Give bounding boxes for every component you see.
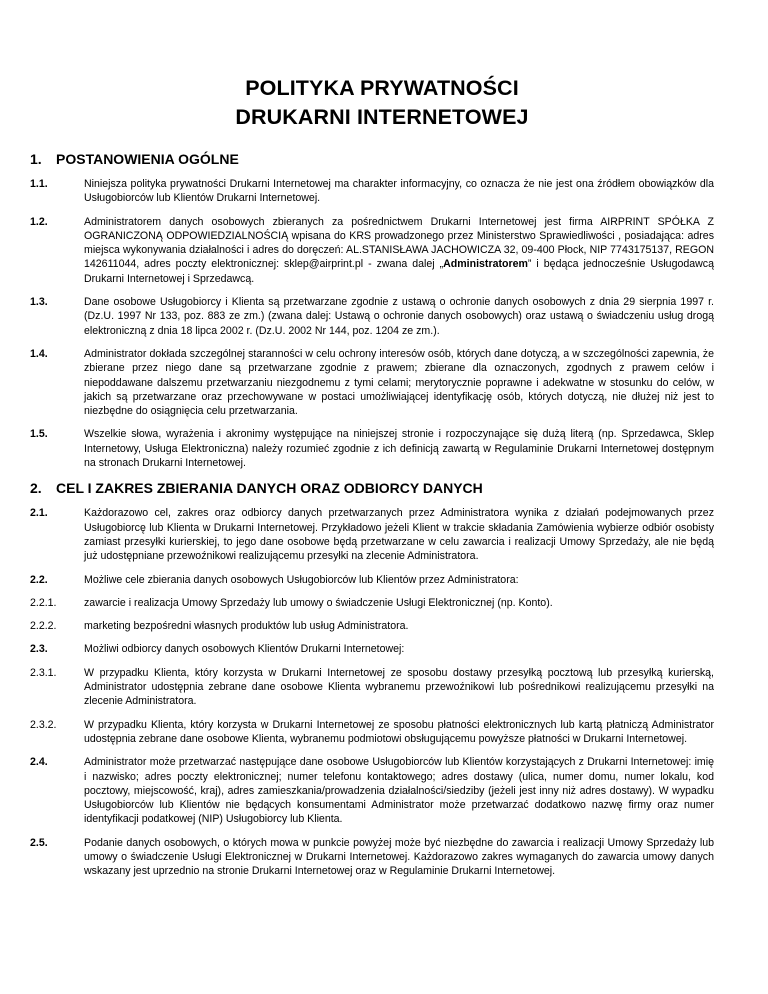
clause-text: Administrator dokłada szczególnej staranności w celu ochrony interesów osób, których dane dotyczą, a w szczególności zapewnia, że zbierane przez niego dane są przetwarzane zgodnie z prawem; zbierane dla oznaczonych, zgodnych z prawem celów i niepoddawane dalszemu przetwarzaniu niezgodnemu z tymi celami; merytorycznie poprawne i adekwatne w stosunku do celów, w jakich są przetwarzane oraz przechowywane w postaci umożliwiającej identyfikację osób, których dotyczą, nie dłużej niż jest to niezbędne do osiągnięcia celu przetwarzania. bbox=[84, 347, 714, 418]
clause-number: 2.5. bbox=[30, 836, 48, 849]
clause-2-2-2 bbox=[30, 619, 714, 633]
clause-number: 2.1. bbox=[30, 507, 48, 520]
clause-2-3 bbox=[30, 642, 714, 656]
title-line-2: DRUKARNI INTERNETOWEJ bbox=[235, 105, 529, 129]
section-title: POSTANOWIENIA OGÓLNE bbox=[56, 151, 239, 167]
section-number: 1. bbox=[30, 151, 42, 167]
clause-text: Wszelkie słowa, wyrażenia i akronimy występujące na niniejszej stronie i rozpoczynające się dużą literą (np. Sprzedawca, Sklep Internetowy, Usługa Elektroniczna) należy rozumieć zgodnie z ich definicją zawartą w Regulaminie Drukarni Internetowej dostępnym na stronach Drukarni Internetowej. bbox=[84, 428, 714, 470]
clause-1-5 bbox=[30, 427, 714, 470]
clause-1-4 bbox=[30, 347, 714, 418]
clause-number: 2.2. bbox=[30, 573, 48, 586]
clause-number: 1.1. bbox=[30, 178, 48, 190]
clause-2-3-1 bbox=[30, 666, 714, 709]
clause-1-3 bbox=[30, 295, 714, 338]
clause-number: 2.4. bbox=[30, 756, 48, 769]
administrator-term: Administratorem bbox=[443, 258, 528, 271]
clause-text: Niniejsza polityka prywatności Drukarni Internetowej ma charakter informacyjny, co oznacza że nie jest ona źródłem obowiązków dla Usługobiorców lub Klientów Drukarni Internetowej. bbox=[84, 178, 714, 205]
clause-1-1 bbox=[30, 177, 714, 206]
clause-2-5 bbox=[30, 836, 714, 879]
section-data-purpose bbox=[30, 479, 714, 878]
clause-text-part: ” i będąca jednocześnie Usługodawcą Drukarni Internetowej i Sprzedawcą. bbox=[84, 258, 714, 285]
section-general-provisions bbox=[30, 150, 714, 470]
clause-2-2-1 bbox=[30, 596, 714, 610]
clause-number: 2.3.2. bbox=[30, 718, 57, 731]
clause-number: 2.3.1. bbox=[30, 666, 57, 679]
clause-text: Możliwi odbiorcy danych osobowych Klientów Drukarni Internetowej: bbox=[84, 643, 405, 656]
clause-text: Administrator może przetwarzać następujące dane osobowe Usługobiorców lub Klientów korzystających z Drukarni Internetowej: imię i nazwisko; adres poczty elektronicznej; numer telefonu kontaktowego; adres dostawy (ulica, numer domu, numer lokalu, kod pocztowy, miejscowość, kraj), adres zamieszkania/prowadzenia działalności/siedziby (jeżeli jest inny niż adres dostawy). W wypadku Usługobiorców lub Klientów nie będących konsumentami Administrator może przetwarzać dodatkowo nazwę firmy oraz numer identyfikacji podatkowej (NIP) Usługobiorcy lub Klienta. bbox=[84, 756, 714, 826]
section-number: 2. bbox=[30, 480, 42, 497]
clause-number: 1.5. bbox=[30, 428, 48, 441]
clause-number: 2.2.2. bbox=[30, 620, 57, 633]
clause-number: 1.4. bbox=[30, 347, 48, 360]
section-title: CEL I ZAKRES ZBIERANIA DANYCH ORAZ ODBIORCY DANYCH bbox=[56, 480, 483, 497]
clause-number: 1.2. bbox=[30, 215, 48, 228]
section-heading bbox=[30, 150, 714, 168]
clause-number: 2.2.1. bbox=[30, 596, 57, 609]
clause-text: marketing bezpośredni własnych produktów lub usług Administratora. bbox=[84, 620, 409, 633]
clause-text bbox=[84, 215, 714, 286]
page-title bbox=[30, 74, 714, 132]
clause-text: Dane osobowe Usługobiorcy i Klienta są przetwarzane zgodnie z ustawą o ochronie danych osobowych z dnia 29 sierpnia 1997 r. (Dz.U. 1997 Nr 133, poz. 883 ze zm.) (zwana dalej: Ustawą o ochronie danych osobowych) oraz ustawą o świadczeniu usług drogą elektroniczną z dnia 18 lipca 2002 r. (Dz.U. 2002 Nr 144, poz. 1204 ze zm.). bbox=[84, 296, 714, 337]
clause-2-3-2 bbox=[30, 718, 714, 747]
clause-2-4 bbox=[30, 755, 714, 826]
clause-2-2 bbox=[30, 573, 714, 587]
clause-text: Możliwe cele zbierania danych osobowych Usługobiorców lub Klientów przez Administratora: bbox=[84, 573, 519, 586]
clause-text: Każdorazowo cel, zakres oraz odbiorcy danych przetwarzanych przez Administratora wynika z działań podejmowanych przez Usługobiorcę lub Klienta w Drukarni Internetowej. Przykładowo jeżeli Klient w trakcie składania Zamówienia wybierze odbiór osobisty zamiast przesyłki kurierskiej, to jego dane osobowe będą przetwarzane w celu zawarcia i realizacji Umowy Sprzedaży, ale nie będą już udostępniane przewoźnikowi realizującemu przesyłki na zlecenie Administratora. bbox=[84, 507, 714, 563]
clause-text: W przypadku Klienta, który korzysta w Drukarni Internetowej ze sposobu płatności elektronicznych lub kartą płatniczą Administrator udostępnia zebrane dane osobowe Klienta, wybranemu podmiotowi obsługującemu powyższe płatności w Drukarni Internetowej. bbox=[84, 718, 714, 745]
clause-number: 2.3. bbox=[30, 643, 48, 656]
clause-number: 1.3. bbox=[30, 296, 48, 309]
clause-text: zawarcie i realizacja Umowy Sprzedaży lub umowy o świadczenie Usługi Elektronicznej (np. Konto). bbox=[84, 596, 553, 609]
clause-text-part: Administratorem danych osobowych zbieranych za pośrednictwem Drukarni Internetowej jest firma AIRPRINT SPÓŁKA Z OGRANICZONĄ ODPOWIEDZIALNOŚCIĄ wpisana do KRS prowadzonego przez Ministerstwo Sprawiedliwości , posiadająca: adres miejsca wykonywania działalności i adres do doręczeń: AL.STANISŁAWA JACHOWICZA 32, 09-400 Płock, NIP 7743175137, REGON 142611044, adres poczty elektronicznej: sklep@airprint.pl - zwana dalej „ bbox=[84, 215, 714, 271]
clause-text: Podanie danych osobowych, o których mowa w punkcie powyżej może być niezbędne do zawarcia i realizacji Umowy Sprzedaży lub umowy o świadczenie Usługi Elektronicznej w Drukarni Internetowej. Każdorazowo zakres wymaganych do zawarcia umowy danych wskazany jest uprzednio na stronie Drukarni Internetowej oraz w Regulaminie Drukarni Internetowej. bbox=[84, 836, 714, 878]
clause-text: W przypadku Klienta, który korzysta w Drukarni Internetowej ze sposobu dostawy przesyłką pocztową lub przesyłką kurierską, Administrator udostępnia zebrane dane osobowe Klienta wybranemu przewoźnikowi lub pośrednikowi realizującemu przesyłki na zlecenie Administratora. bbox=[84, 666, 714, 708]
title-line-1: POLITYKA PRYWATNOŚCI bbox=[245, 76, 519, 100]
section-heading bbox=[30, 479, 714, 497]
clause-1-2 bbox=[30, 215, 714, 286]
clause-2-1 bbox=[30, 506, 714, 563]
